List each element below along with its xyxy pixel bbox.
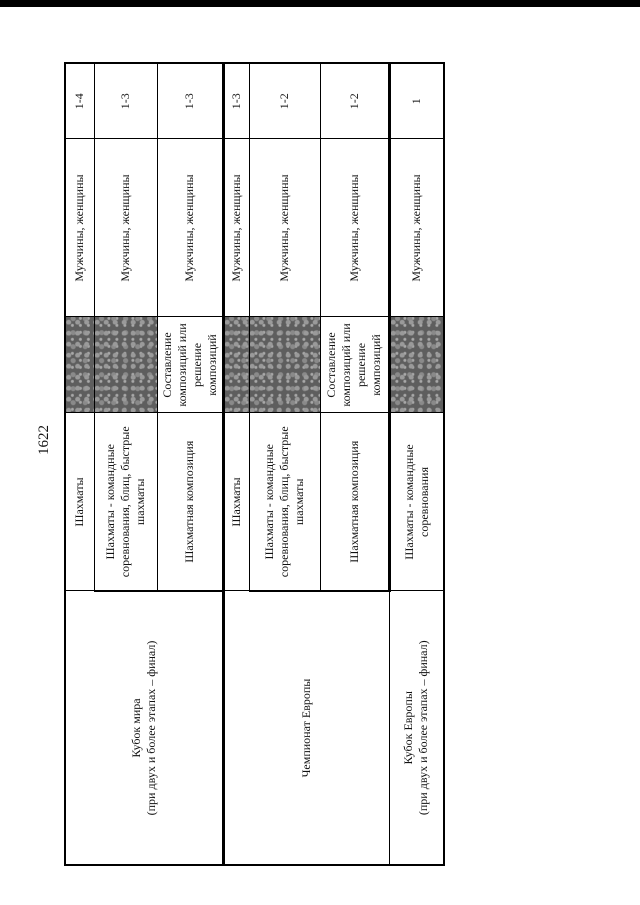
category-cell-shaded: [223, 317, 249, 413]
event-title: Кубок Европы: [401, 691, 416, 765]
discipline-cell: Шахматы - командные соревнования, блиц, быстрые шахматы: [94, 413, 157, 591]
scan-top-edge: [0, 0, 640, 7]
event-title: Чемпионат Европы: [299, 678, 313, 778]
event-cell: [65, 591, 223, 865]
participants-cell: Мужчины, женщины: [249, 139, 320, 317]
discipline-cell: Шахматы - командные соревнования: [389, 413, 444, 591]
page-number: 1622: [36, 425, 52, 455]
participants-cell: Мужчины, женщины: [389, 139, 444, 317]
discipline-cell: Шахматы: [223, 413, 249, 591]
category-cell: Составление композиций или решение композиций: [157, 317, 223, 413]
discipline-cell: Шахматная композиция: [320, 413, 389, 591]
discipline-cell: Шахматы: [65, 413, 94, 591]
event-cell: [389, 591, 444, 865]
table-row: [389, 63, 444, 865]
places-cell: 1-2: [249, 63, 320, 139]
competition-table: [64, 62, 445, 866]
places-cell: 1-3: [157, 63, 223, 139]
category-cell-shaded: [249, 317, 320, 413]
discipline-cell: Шахматная композиция: [157, 413, 223, 591]
discipline-cell: Шахматы - командные соревнования, блиц, быстрые шахматы: [249, 413, 320, 591]
event-note: (при двух и более этапах – финал): [416, 640, 431, 816]
participants-cell: Мужчины, женщины: [320, 139, 389, 317]
participants-cell: Мужчины, женщины: [94, 139, 157, 317]
category-cell-shaded: [94, 317, 157, 413]
rotated-table-wrapper: [64, 64, 437, 866]
participants-cell: Мужчины, женщины: [223, 139, 249, 317]
participants-cell: Мужчины, женщины: [65, 139, 94, 317]
participants-cell: Мужчины, женщины: [157, 139, 223, 317]
places-cell: 1-3: [94, 63, 157, 139]
table-row: [223, 63, 249, 865]
places-cell: 1: [389, 63, 444, 139]
table-row: [65, 63, 94, 865]
places-cell: 1-3: [223, 63, 249, 139]
category-cell-shaded: [65, 317, 94, 413]
places-cell: 1-4: [65, 63, 94, 139]
event-title: Кубок мира: [128, 698, 143, 758]
event-cell: [223, 591, 389, 865]
event-note: (при двух и более этапах – финал): [143, 640, 158, 816]
places-cell: 1-2: [320, 63, 389, 139]
category-cell-shaded: [389, 317, 444, 413]
category-cell: Составление композиций или решение композиций: [320, 317, 389, 413]
